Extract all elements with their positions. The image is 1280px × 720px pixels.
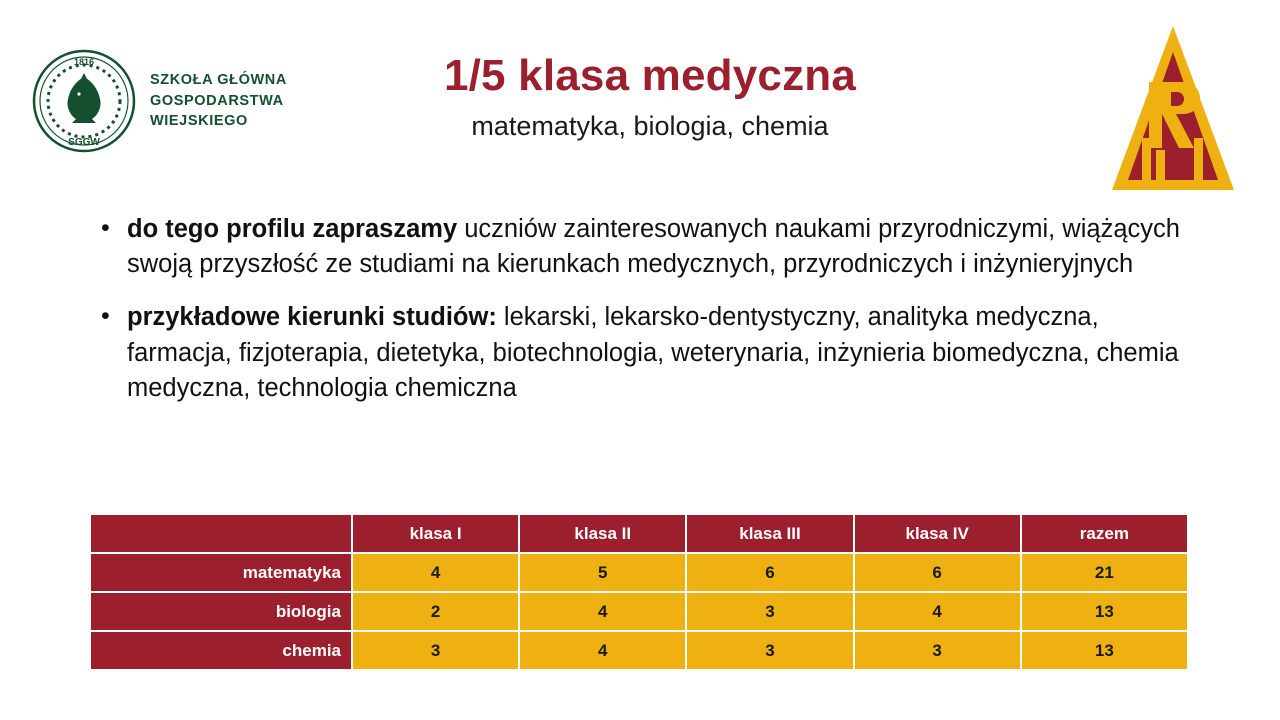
table-cell: 4 [854, 592, 1021, 631]
table-cell: 6 [854, 553, 1021, 592]
table-cell: 13 [1021, 592, 1188, 631]
table-cell: 13 [1021, 631, 1188, 670]
table-cell: 2 [352, 592, 519, 631]
table-cell: 4 [519, 592, 686, 631]
table-row-header: chemia [90, 631, 352, 670]
table-cell: 6 [686, 553, 853, 592]
bullet-lead: do tego profilu zapraszamy [127, 215, 458, 243]
bullet-rest: uczniów zainteresowanych naukami przyrodniczymi, wiążących swoją przyszłość ze studiami na kierunkach medycznych, przyrodniczych i inżynieryjnych [127, 215, 1180, 279]
table-row-header: biologia [90, 592, 352, 631]
table-cell: 3 [686, 631, 853, 670]
table-cell: 21 [1021, 553, 1188, 592]
bullet-lead: przykładowe kierunki studiów: [127, 303, 497, 332]
hours-table [89, 513, 1189, 671]
svg-text:1816: 1816 [73, 57, 95, 67]
sggw-logo [32, 46, 302, 156]
table-row-header: matematyka [90, 553, 352, 592]
table-cell: 3 [686, 592, 853, 631]
title-block [300, 52, 1000, 143]
table-cell: 3 [854, 631, 1021, 670]
list-item [123, 212, 1200, 282]
bullet-rest: lekarski, lekarsko-dentystyczny, analityka medyczna, farmacja, fizjoterapia, dietetyka, biotechnologia, weterynaria, inżynieria biomedyczna, chemia medyczna, technologia chemiczna [127, 303, 1179, 402]
table-corner-cell [90, 514, 352, 553]
table-row [90, 592, 1188, 631]
school-emblem-icon [1108, 22, 1238, 197]
page-title: 1/5 klasa medyczna [443, 51, 857, 100]
sggw-logo-text [150, 70, 287, 132]
table-column-header: klasa III [686, 514, 853, 553]
sggw-logo-line-3: WIEJSKIEGO [150, 113, 248, 130]
table-header-row [90, 514, 1188, 553]
table-cell: 5 [519, 553, 686, 592]
table-cell: 4 [352, 553, 519, 592]
table-column-header: razem [1021, 514, 1188, 553]
hours-table-wrapper [89, 513, 1189, 671]
table-column-header: klasa IV [854, 514, 1021, 553]
table-row [90, 553, 1188, 592]
table-cell: 4 [519, 631, 686, 670]
page-subtitle: matematyka, biologia, chemia [471, 111, 829, 142]
sggw-seal-icon [32, 49, 136, 153]
bullet-list [95, 212, 1200, 406]
svg-text:SGGW: SGGW [68, 137, 100, 148]
table-column-header: klasa II [519, 514, 686, 553]
table-column-header: klasa I [352, 514, 519, 553]
sggw-logo-line-1: SZKOŁA GŁÓWNA [150, 72, 287, 89]
sggw-logo-line-2: GOSPODARSTWA [150, 92, 284, 109]
list-item [123, 300, 1200, 406]
table-row [90, 631, 1188, 670]
bullet-content [95, 212, 1200, 424]
table-cell: 3 [352, 631, 519, 670]
